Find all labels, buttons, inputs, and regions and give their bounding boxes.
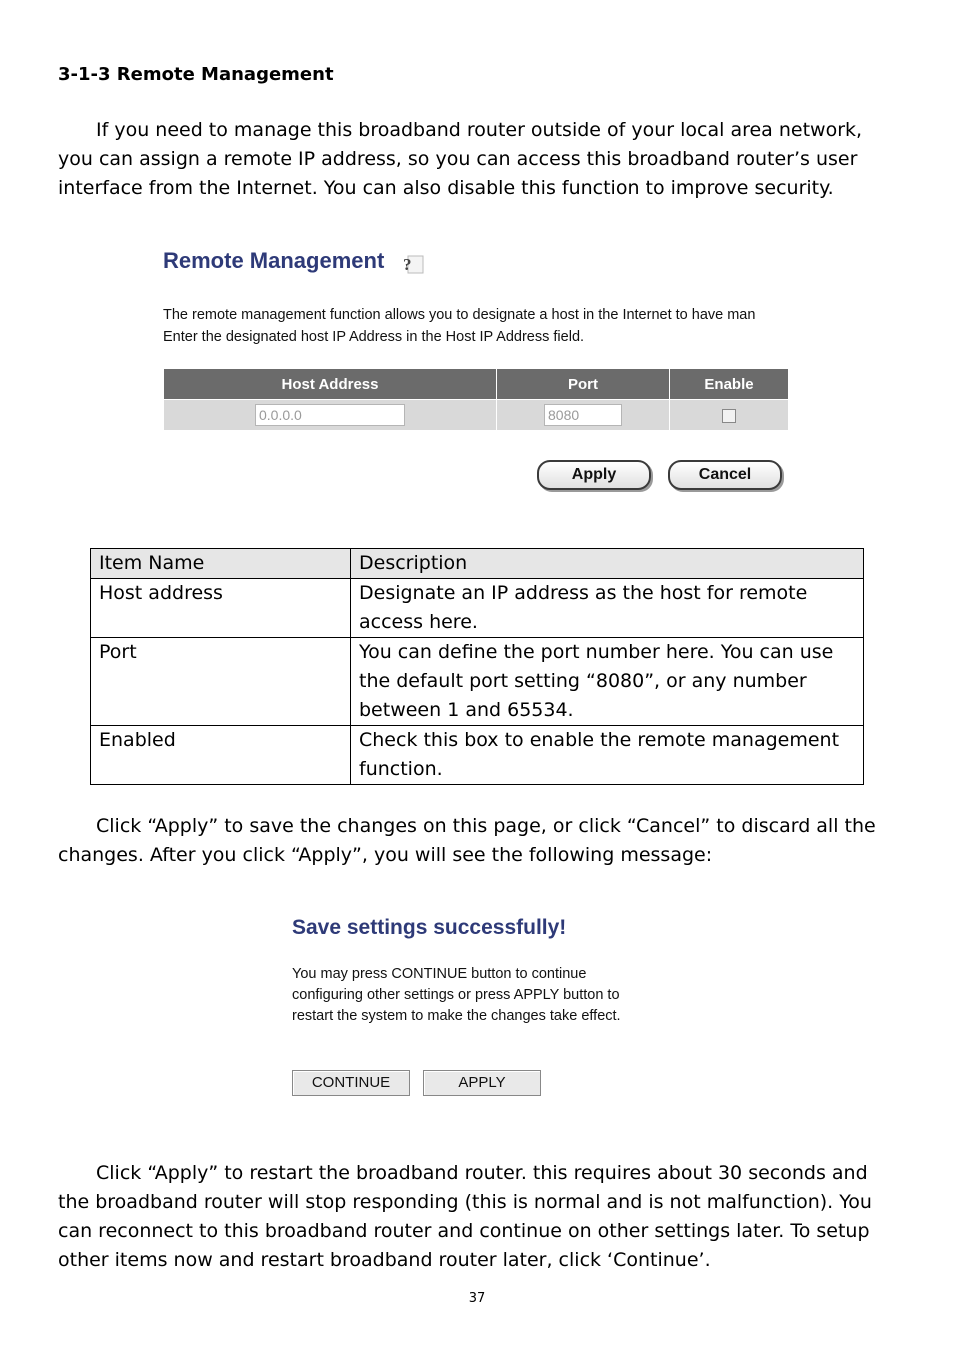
item-description-table: [90, 548, 864, 785]
description-cell: Check this box to enable the remote management function.: [351, 726, 864, 785]
host-address-input[interactable]: [255, 404, 405, 426]
apply-restart-button[interactable]: APPLY: [423, 1070, 541, 1096]
description-line-2: Enter the designated host IP Address in the Host IP Address field.: [163, 329, 585, 345]
item-name-cell: Enabled: [91, 726, 351, 785]
table-row: [91, 638, 864, 726]
save-settings-screenshot: [288, 910, 688, 1110]
remote-management-screenshot: [160, 244, 810, 494]
port-header: Port: [497, 369, 670, 400]
continue-button[interactable]: CONTINUE: [292, 1070, 410, 1096]
save-line-1: You may press CONTINUE button to continue: [292, 966, 587, 982]
port-cell: [497, 400, 670, 431]
restart-paragraph: [58, 1159, 888, 1275]
table-header-row: [91, 549, 864, 579]
enable-checkbox[interactable]: [722, 409, 736, 423]
save-line-3: restart the system to make the changes take effect.: [292, 1008, 621, 1024]
remote-management-title: Remote Management: [163, 248, 385, 273]
enable-cell: [670, 400, 789, 431]
save-line-2: configuring other settings or press APPLY button to: [292, 987, 620, 1003]
svg-text:?: ?: [403, 255, 412, 274]
description-header: Description: [351, 549, 864, 579]
remote-management-description: [163, 304, 803, 348]
description-line-1: The remote management function allows you to designate a host in the Internet to have man: [163, 307, 756, 323]
intro-paragraph: [58, 116, 888, 203]
intro-text: If you need to manage this broadband router outside of your local area network, you can assign a remote IP address, so you can access this broadband router’s user interface from the Internet. You can also disable this function to improve security.: [58, 119, 863, 199]
table-header-row: [164, 369, 789, 400]
section-heading: 3-1-3 Remote Management: [58, 64, 334, 85]
item-name-cell: Port: [91, 638, 351, 726]
host-address-header: Host Address: [164, 369, 497, 400]
help-question-icon[interactable]: [400, 252, 424, 274]
host-address-cell: [164, 400, 497, 431]
description-cell: Designate an IP address as the host for remote access here.: [351, 579, 864, 638]
table-row: [91, 579, 864, 638]
remote-host-table: [163, 368, 789, 431]
cancel-button[interactable]: Cancel: [668, 460, 782, 490]
item-name-cell: Host address: [91, 579, 351, 638]
table-row: [91, 726, 864, 785]
save-settings-title: Save settings successfully!: [292, 916, 567, 939]
description-cell: You can define the port number here. You can use the default port setting “8080”, or any number between 1 and 65534.: [351, 638, 864, 726]
table-row: [164, 400, 789, 431]
enable-header: Enable: [670, 369, 789, 400]
apply-text: Click “Apply” to save the changes on this page, or click “Cancel” to discard all the changes. After you click “Apply”, you will see the following message:: [58, 815, 876, 866]
apply-button[interactable]: Apply: [537, 460, 651, 490]
save-settings-description: [292, 964, 672, 1027]
page-number: 37: [468, 1291, 486, 1306]
port-input[interactable]: [544, 404, 622, 426]
item-name-header: Item Name: [91, 549, 351, 579]
restart-text: Click “Apply” to restart the broadband router. this requires about 30 seconds and the broadband router will stop responding (this is normal and is not malfunction). You can reconnect to this broadband router and continue on other settings later. To setup other items now and restart broadband router later, click ‘Continue’.: [58, 1162, 872, 1271]
apply-paragraph: [58, 812, 888, 870]
